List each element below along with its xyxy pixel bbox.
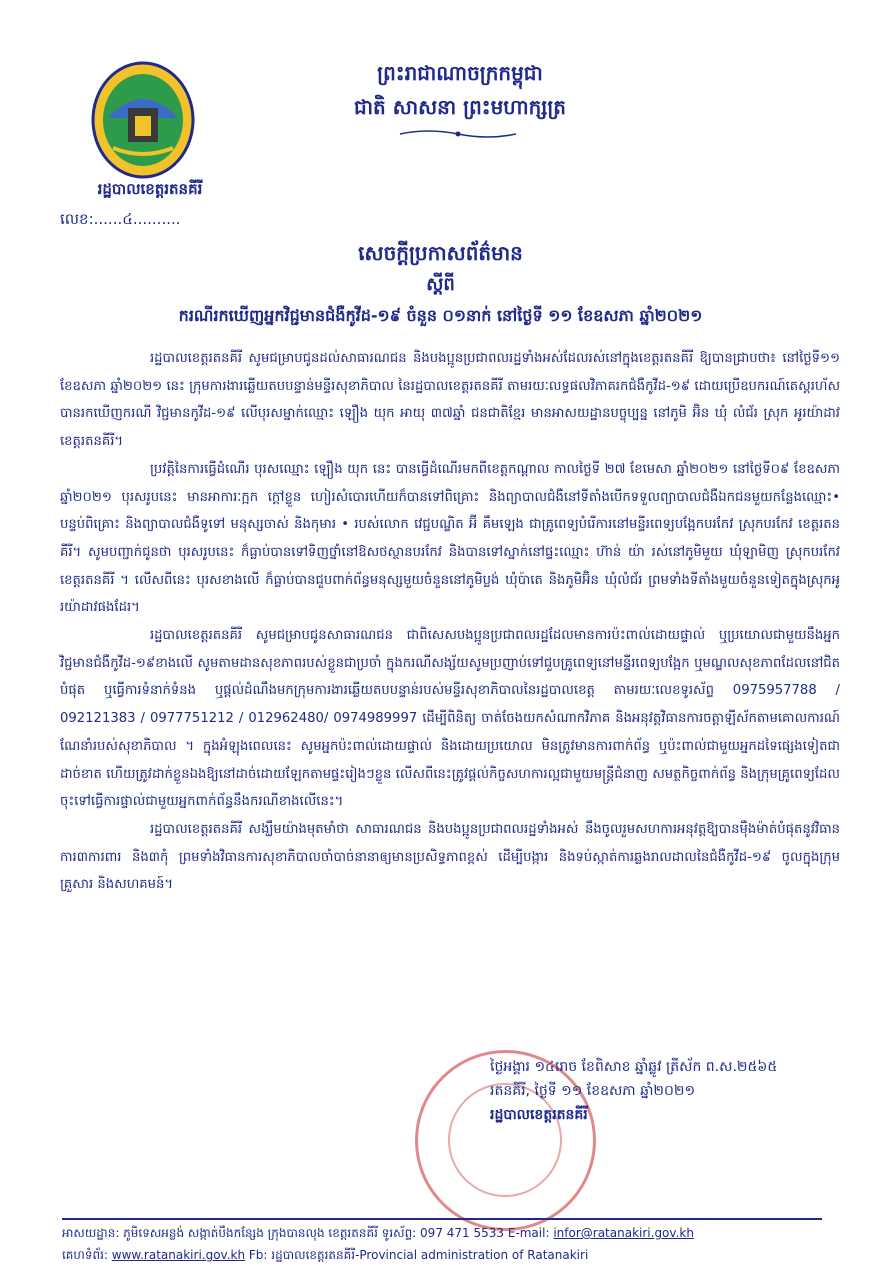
signer: រដ្ឋបាលខេត្តរតនគីរី: [490, 1107, 588, 1123]
footer-web-line: [62, 1244, 842, 1266]
provincial-seal-icon: [88, 60, 198, 180]
issuing-agency: រដ្ឋបាលខេត្តរតនគីរី: [97, 180, 203, 198]
paragraph: រដ្ឋបាលខេត្តរតនគីរី សង្ឃឹមយ៉ាងមុតមាំថា សាធារណជន និងបងប្អូនប្រជាពលរដ្ឋទាំងអស់ នឹងចូលរួមសហការអនុវត្តឱ្យបានម៉ឺងម៉ាត់បំផុតនូវវិធានការ៣ការពារ និង៣កុំ ព្រមទាំងវិធានការសុខាភិបាលចាំបាច់នានាឲ្យមានប្រសិទ្ធភាពខ្ពស់ ដើម្បីបង្ការ និងទប់ស្កាត់ការឆ្លងរាលដាលនៃជំងឺកូវីដ-១៩ ចូលក្នុងក្រុមគ្រួសារ និងសហគមន៍។: [60, 821, 840, 893]
document-body: [60, 345, 840, 899]
paragraph: រដ្ឋបាលខេត្តរតនគីរី សូមជម្រាបជូនដល់សាធារណជន និងបងប្អូនប្រជាពលរដ្ឋទាំងអស់ដែលរស់នៅក្នុងខេត្តរតនគីរី ឱ្យបានជ្រាបថា៖ នៅថ្ងៃទី១១ ខែឧសភា ឆ្នាំ២០២១ នេះ ក្រុមការងារឆ្លើយតបបន្ទាន់មន្ទីរសុខាភិបាល នៃរដ្ឋបាលខេត្តរតនគីរី តាមរយៈលទ្ធផលវិភាគរកជំងឺកូវីដ-១៩ ដោយប្រើឧបករណ៍តេស្តរហ័ស បានរកឃើញករណី វិជ្ជមានកូវីដ-១៩ លើបុរសម្នាក់ឈ្មោះ ឡឿង យុក អាយុ ៣៧ឆ្នាំ ជនជាតិខ្មែរ មានអាសយដ្ឋានបច្ចុប្បន្ន នៅភូមិ អ៊ិន ឃុំ លំជ័រ ស្រុក អូរយ៉ាដាវ ខេត្តរតនគីរី។: [60, 351, 840, 450]
footer-divider: [62, 1218, 822, 1220]
document-title: សេចក្តីប្រកាសព័ត៌មាន: [358, 241, 523, 265]
website-label: គេហទំព័រ:: [62, 1248, 112, 1262]
facebook-text: Fb: រដ្ឋបាលខេត្តរតនគីរី-Provincial administration of Ratanakiri: [245, 1248, 589, 1262]
national-motto: ជាតិ សាសនា ព្រះមហាក្សត្រ: [354, 95, 566, 119]
ornament-divider: [398, 128, 518, 140]
document-about: ស្តីពី: [426, 274, 455, 295]
lunar-date: ថ្ងៃអង្គារ ១៤រោច ខែពិសាខ ឆ្នាំឆ្លូវ ត្រីស័ក ព.ស.២៥៦៥: [490, 1059, 778, 1075]
date-block: [490, 1055, 820, 1127]
email-link[interactable]: infor@ratanakiri.gov.kh: [553, 1226, 694, 1240]
solar-date: រតនគីរី, ថ្ងៃទី ១១ ខែឧសភា ឆ្នាំ២០២១: [490, 1083, 696, 1099]
address: អាសយដ្ឋាន: ភូមិទេសអន្លង់ សង្កាត់បឹងកន្សែង ក្រុងបានលុង ខេត្តរតនគីរី ទូរស័ព្ទ: 097 471 5533 E-mail:: [62, 1226, 554, 1240]
kingdom-title: ព្រះរាជាណាចក្រកម្ពុជា: [377, 61, 543, 85]
footer: [62, 1222, 842, 1266]
document-subject: ករណីរកឃើញអ្នកវិជ្ជមានជំងឺកូវីដ-១៩ ចំនួន ០១នាក់ នៅថ្ងៃទី ១១ ខែឧសភា ឆ្នាំ២០២១: [178, 306, 703, 325]
website-link[interactable]: www.ratanakiri.gov.kh: [111, 1248, 246, 1262]
paragraph: រដ្ឋបាលខេត្តរតនគីរី សូមជម្រាបជូនសាធារណជន ជាពិសេសបងប្អូនប្រជាពលរដ្ឋដែលមានការប៉ះពាល់ដោយផ្ទាល់ ឬប្រយោលជាមួយនឹងអ្នកវិជ្ជមានជំងឺកូវីដ-១៩ខាងលើ សូមតាមដានសុខភាពរបស់ខ្លួនជាប្រចាំ ក្នុងករណីសង្ស័យសូមប្រញាប់ទៅជួបគ្រូពេទ្យនៅមន្ទីរពេទ្យបង្អែក ឬមណ្ឌលសុខភាពដែលនៅជិតបំផុត ឬធ្វើការទំនាក់ទំនង ឬផ្តល់ដំណឹងមកក្រុមការងារឆ្លើយតបបន្ទាន់របស់មន្ទីរសុខាភិបាលនៃរដ្ឋបាលខេត្ត តាមរយៈលេខទូរស័ព្ទ 0975957788 / 092121383 / 0977751212 / 012962480/ 0974989997 ដើម្បីពិនិត្យ ចាត់ចែងយកសំណាកវិភាគ និងអនុវត្តវិធានការចត្តាឡីស័កតាមគោលការណ៍ណែនាំរបស់សុខាភិបាល ។ ក្នុងអំឡុងពេលនេះ សូមអ្នកប៉ះពាល់ដោយផ្ទាល់ និងដោយប្រយោល មិនត្រូវមានការពាក់ព័ន្ធ ឬប៉ះពាល់ជាមួយអ្នកដទៃផ្សេងទៀតជាដាច់ខាត ហើយត្រូវដាក់ខ្លួនឯងឱ្យនៅដាច់ដោយឡែកតាមផ្ទះរៀងៗខ្លួន លើសពីនេះត្រូវផ្តល់កិច្ចសហការល្អជាមួយមន្ត្រីជំនាញ សមត្ថកិច្ចពាក់ព័ន្ធ និងក្រុមគ្រូពេទ្យដែលចុះទៅធ្វើការផ្ទាល់ជាមួយអ្នកពាក់ព័ន្ធនឹងករណីខាងលើនេះ។: [60, 628, 840, 810]
paragraph: ប្រវត្តិនៃការធ្វើដំណើរ បុរសឈ្មោះ ឡឿង យុក នេះ បានធ្វើដំណើរមកពីខេត្តកណ្តាល កាលថ្ងៃទី ២៧ ខែមេសា ឆ្នាំ២០២១ នៅថ្ងៃទី០៩ ខែឧសភា ឆ្នាំ២០២១ បុរសរូបនេះ មានអាការៈក្អក ក្តៅខ្លួន ហៀរសំបោរហើយក៏បានទៅពិគ្រោះ និងព្យាបាលជំងឺនៅទីតាំងបើកទទួលព្យាបាលជំងឺឯកជនមួយកន្លែងឈ្មោះ• បន្ទប់ពិគ្រោះ និងព្យាបាលជំងឺទូទៅ មនុស្សចាស់ និងកុមារ • របស់លោក វេជ្ជបណ្ឌិត អ៊ី គឹមឡេង ជាគ្រូពេទ្យបំរើការនៅមន្ទីរពេទ្យបង្អែកបរកែវ ស្រុកបរកែវ ខេត្តរតនគីរី។ សូមបញ្ជាក់ជូនថា បុរសរូបនេះ ក៏ធ្លាប់បានទៅទិញថ្នាំនៅឱសថស្ថានបរកែវ និងបានទៅស្នាក់នៅផ្ទះឈ្មោះ ហ៊ាន់ យ៉ា រស់នៅភូមិមួយ ឃុំឡាមិញ ស្រុកបរកែវ ខេត្តរតនគីរី ។ លើសពីនេះ បុរសខាងលើ ក៏ធ្លាប់បានជួបពាក់ព័ន្ធមនុស្សមួយចំនួននៅភូមិប្លង់ ឃុំប៉ាតេ និងភូមិអ៊ិន ឃុំលំជ័រ ព្រមទាំងទីតាំងមួយចំនួនទៀតក្នុងស្រុកអូរយ៉ាដាវផងដែរ។: [60, 461, 840, 616]
kingdom-header: [300, 58, 620, 122]
reference-number: លេខ:......៤..........: [60, 210, 181, 228]
footer-address-line: [62, 1222, 842, 1244]
